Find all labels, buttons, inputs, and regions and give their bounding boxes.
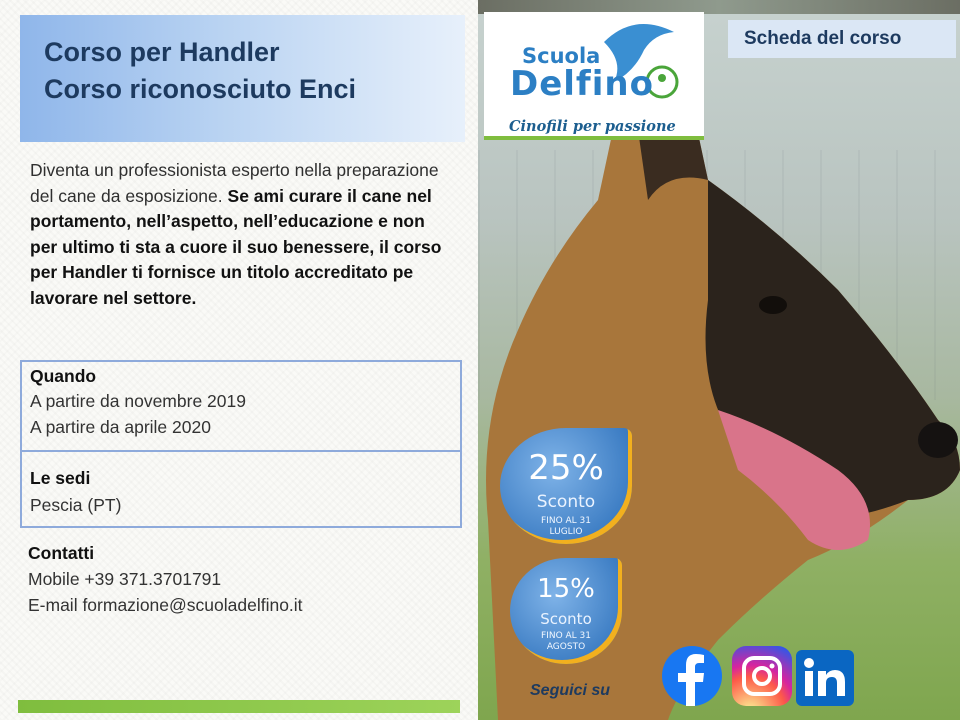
course-subtitle: Corso riconosciuto Enci bbox=[44, 74, 357, 104]
title-banner bbox=[20, 15, 465, 142]
discount-word: Sconto bbox=[536, 492, 596, 512]
locations-label: Le sedi bbox=[30, 468, 91, 488]
logo-underline bbox=[484, 136, 704, 140]
follow-us-label: Seguici su bbox=[530, 682, 611, 699]
logo-tagline: Cinofili per passione bbox=[509, 118, 676, 135]
mobile-number[interactable]: Mobile +39 371.3701791 bbox=[28, 569, 222, 589]
school-logo bbox=[484, 12, 704, 140]
when-date-2: A partire da aprile 2020 bbox=[30, 417, 211, 437]
location-pescia: Pescia (PT) bbox=[30, 495, 122, 515]
when-label: Quando bbox=[30, 366, 97, 386]
intro-bold-text: Se ami curare il cane nel portamento, nell’aspetto, nell’educazione e non per ultimo ti sta a cuore il suo benessere, il corso per Handler ti fornisce un titolo accreditato pe lavorare nel settore. bbox=[30, 185, 442, 308]
facebook-icon[interactable] bbox=[662, 646, 722, 706]
discount-note-2: LUGLIO bbox=[549, 527, 583, 537]
course-sheet-badge bbox=[728, 20, 956, 58]
footer-accent-bar bbox=[18, 700, 460, 713]
intro-paragraph bbox=[30, 158, 450, 311]
discount-percent: 25% bbox=[528, 448, 604, 488]
instagram-icon[interactable] bbox=[732, 646, 792, 706]
discount-note-1: FINO AL 31 bbox=[541, 516, 591, 526]
intro-text: Diventa un professionista esperto nella preparazione del cane da esposizione. bbox=[30, 160, 439, 206]
email-address[interactable]: E-mail formazione@scuoladelfino.it bbox=[28, 595, 303, 615]
when-box bbox=[20, 360, 462, 452]
discount-note-2: AGOSTO bbox=[546, 642, 586, 652]
discount-word: Sconto bbox=[540, 610, 592, 628]
when-date-1: A partire da novembre 2019 bbox=[30, 391, 246, 411]
discount-badge-25 bbox=[500, 428, 632, 544]
logo-word-delfino: Delfino bbox=[510, 64, 654, 104]
linkedin-icon[interactable] bbox=[796, 650, 854, 706]
discount-badge-15 bbox=[510, 558, 622, 664]
contacts-label: Contatti bbox=[28, 543, 95, 563]
logo-word-scuola: Scuola bbox=[522, 44, 601, 68]
locations-box bbox=[20, 450, 462, 528]
course-sheet-label: Scheda del corso bbox=[744, 28, 902, 49]
discount-percent: 15% bbox=[537, 574, 595, 604]
course-title: Corso per Handler bbox=[44, 37, 280, 67]
discount-note-1: FINO AL 31 bbox=[541, 631, 591, 641]
